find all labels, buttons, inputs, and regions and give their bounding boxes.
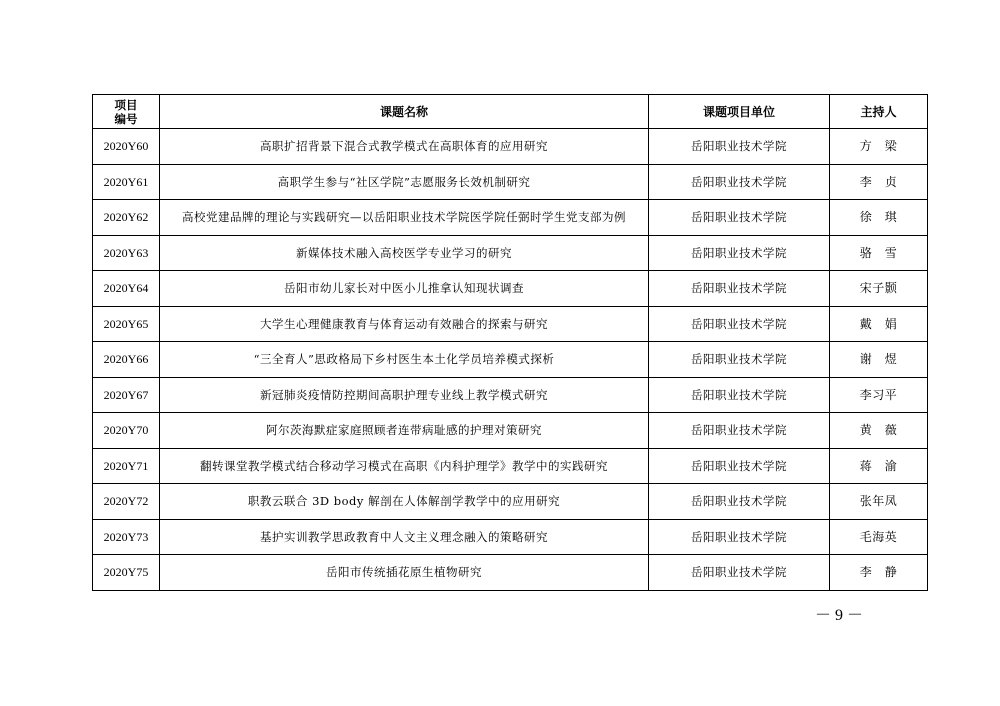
page-number: － 9 － (814, 607, 863, 624)
project-org-cell: 岳阳职业技术学院 (649, 519, 830, 555)
project-id-cell: 2020Y61 (93, 164, 160, 200)
project-host-cell: 黄 薇 (830, 413, 928, 449)
project-title-cell: 岳阳市幼儿家长对中医小儿推拿认知现状调查 (160, 271, 649, 307)
project-host-cell: 徐 琪 (830, 200, 928, 236)
table-row (93, 377, 928, 413)
table-row (93, 519, 928, 555)
project-title-cell: 大学生心理健康教育与体育运动有效融合的探索与研究 (160, 306, 649, 342)
project-title-cell: “三全育人”思政格局下乡村医生本土化学员培养模式探析 (160, 342, 649, 378)
project-host-cell: 李 贞 (830, 164, 928, 200)
project-org-cell: 岳阳职业技术学院 (649, 200, 830, 236)
table-row (93, 342, 928, 378)
project-org-cell: 岳阳职业技术学院 (649, 342, 830, 378)
project-host-cell: 戴 娟 (830, 306, 928, 342)
table-row (93, 235, 928, 271)
project-org-cell: 岳阳职业技术学院 (649, 235, 830, 271)
project-id-cell: 2020Y71 (93, 448, 160, 484)
project-org-cell: 岳阳职业技术学院 (649, 555, 830, 591)
project-id-cell: 2020Y66 (93, 342, 160, 378)
header-project-host: 主持人 (830, 95, 928, 129)
project-org-cell: 岳阳职业技术学院 (649, 129, 830, 165)
table-body (93, 129, 928, 591)
header-project-id: 项目 编号 (93, 95, 160, 129)
project-org-cell: 岳阳职业技术学院 (649, 448, 830, 484)
project-id-cell: 2020Y60 (93, 129, 160, 165)
header-project-org: 课题项目单位 (649, 95, 830, 129)
project-org-cell: 岳阳职业技术学院 (649, 164, 830, 200)
project-id-cell: 2020Y65 (93, 306, 160, 342)
project-host-cell: 骆 雪 (830, 235, 928, 271)
project-org-cell: 岳阳职业技术学院 (649, 271, 830, 307)
project-title-cell: 高校党建品牌的理论与实践研究—以岳阳职业技术学院医学院任弼时学生党支部为例 (160, 200, 649, 236)
project-org-cell: 岳阳职业技术学院 (649, 377, 830, 413)
project-host-cell: 谢 煜 (830, 342, 928, 378)
project-id-cell: 2020Y63 (93, 235, 160, 271)
project-id-cell: 2020Y73 (93, 519, 160, 555)
project-title-cell: 岳阳市传统插花原生植物研究 (160, 555, 649, 591)
table-row (93, 200, 928, 236)
table-row (93, 271, 928, 307)
project-host-cell: 李 静 (830, 555, 928, 591)
header-project-title: 课题名称 (160, 95, 649, 129)
project-org-cell: 岳阳职业技术学院 (649, 484, 830, 520)
project-org-cell: 岳阳职业技术学院 (649, 306, 830, 342)
project-title-cell: 新冠肺炎疫情防控期间高职护理专业线上教学模式研究 (160, 377, 649, 413)
table-row (93, 164, 928, 200)
project-title-cell: 基护实训教学思政教育中人文主义理念融入的策略研究 (160, 519, 649, 555)
project-id-cell: 2020Y72 (93, 484, 160, 520)
project-id-cell: 2020Y75 (93, 555, 160, 591)
table-row (93, 129, 928, 165)
project-host-cell: 张年凤 (830, 484, 928, 520)
table-row (93, 555, 928, 591)
project-id-cell: 2020Y67 (93, 377, 160, 413)
project-title-cell: 高职扩招背景下混合式教学模式在高职体育的应用研究 (160, 129, 649, 165)
table-row (93, 413, 928, 449)
project-title-cell: 新媒体技术融入高校医学专业学习的研究 (160, 235, 649, 271)
project-host-cell: 蒋 渝 (830, 448, 928, 484)
project-host-cell: 毛海英 (830, 519, 928, 555)
table-header (93, 95, 928, 129)
project-id-cell: 2020Y64 (93, 271, 160, 307)
table-row (93, 306, 928, 342)
project-title-cell: 职教云联合 3D body 解剖在人体解剖学教学中的应用研究 (160, 484, 649, 520)
project-title-cell: 高职学生参与“社区学院”志愿服务长效机制研究 (160, 164, 649, 200)
project-id-cell: 2020Y70 (93, 413, 160, 449)
project-host-cell: 方 梁 (830, 129, 928, 165)
project-title-cell: 翻转课堂教学模式结合移动学习模式在高职《内科护理学》教学中的实践研究 (160, 448, 649, 484)
table-row (93, 484, 928, 520)
project-table (92, 94, 928, 591)
project-title-cell: 阿尔茨海默症家庭照顾者连带病耻感的护理对策研究 (160, 413, 649, 449)
project-host-cell: 宋子颢 (830, 271, 928, 307)
project-host-cell: 李习平 (830, 377, 928, 413)
table-row (93, 448, 928, 484)
project-id-cell: 2020Y62 (93, 200, 160, 236)
table-header-row (93, 95, 928, 129)
project-org-cell: 岳阳职业技术学院 (649, 413, 830, 449)
